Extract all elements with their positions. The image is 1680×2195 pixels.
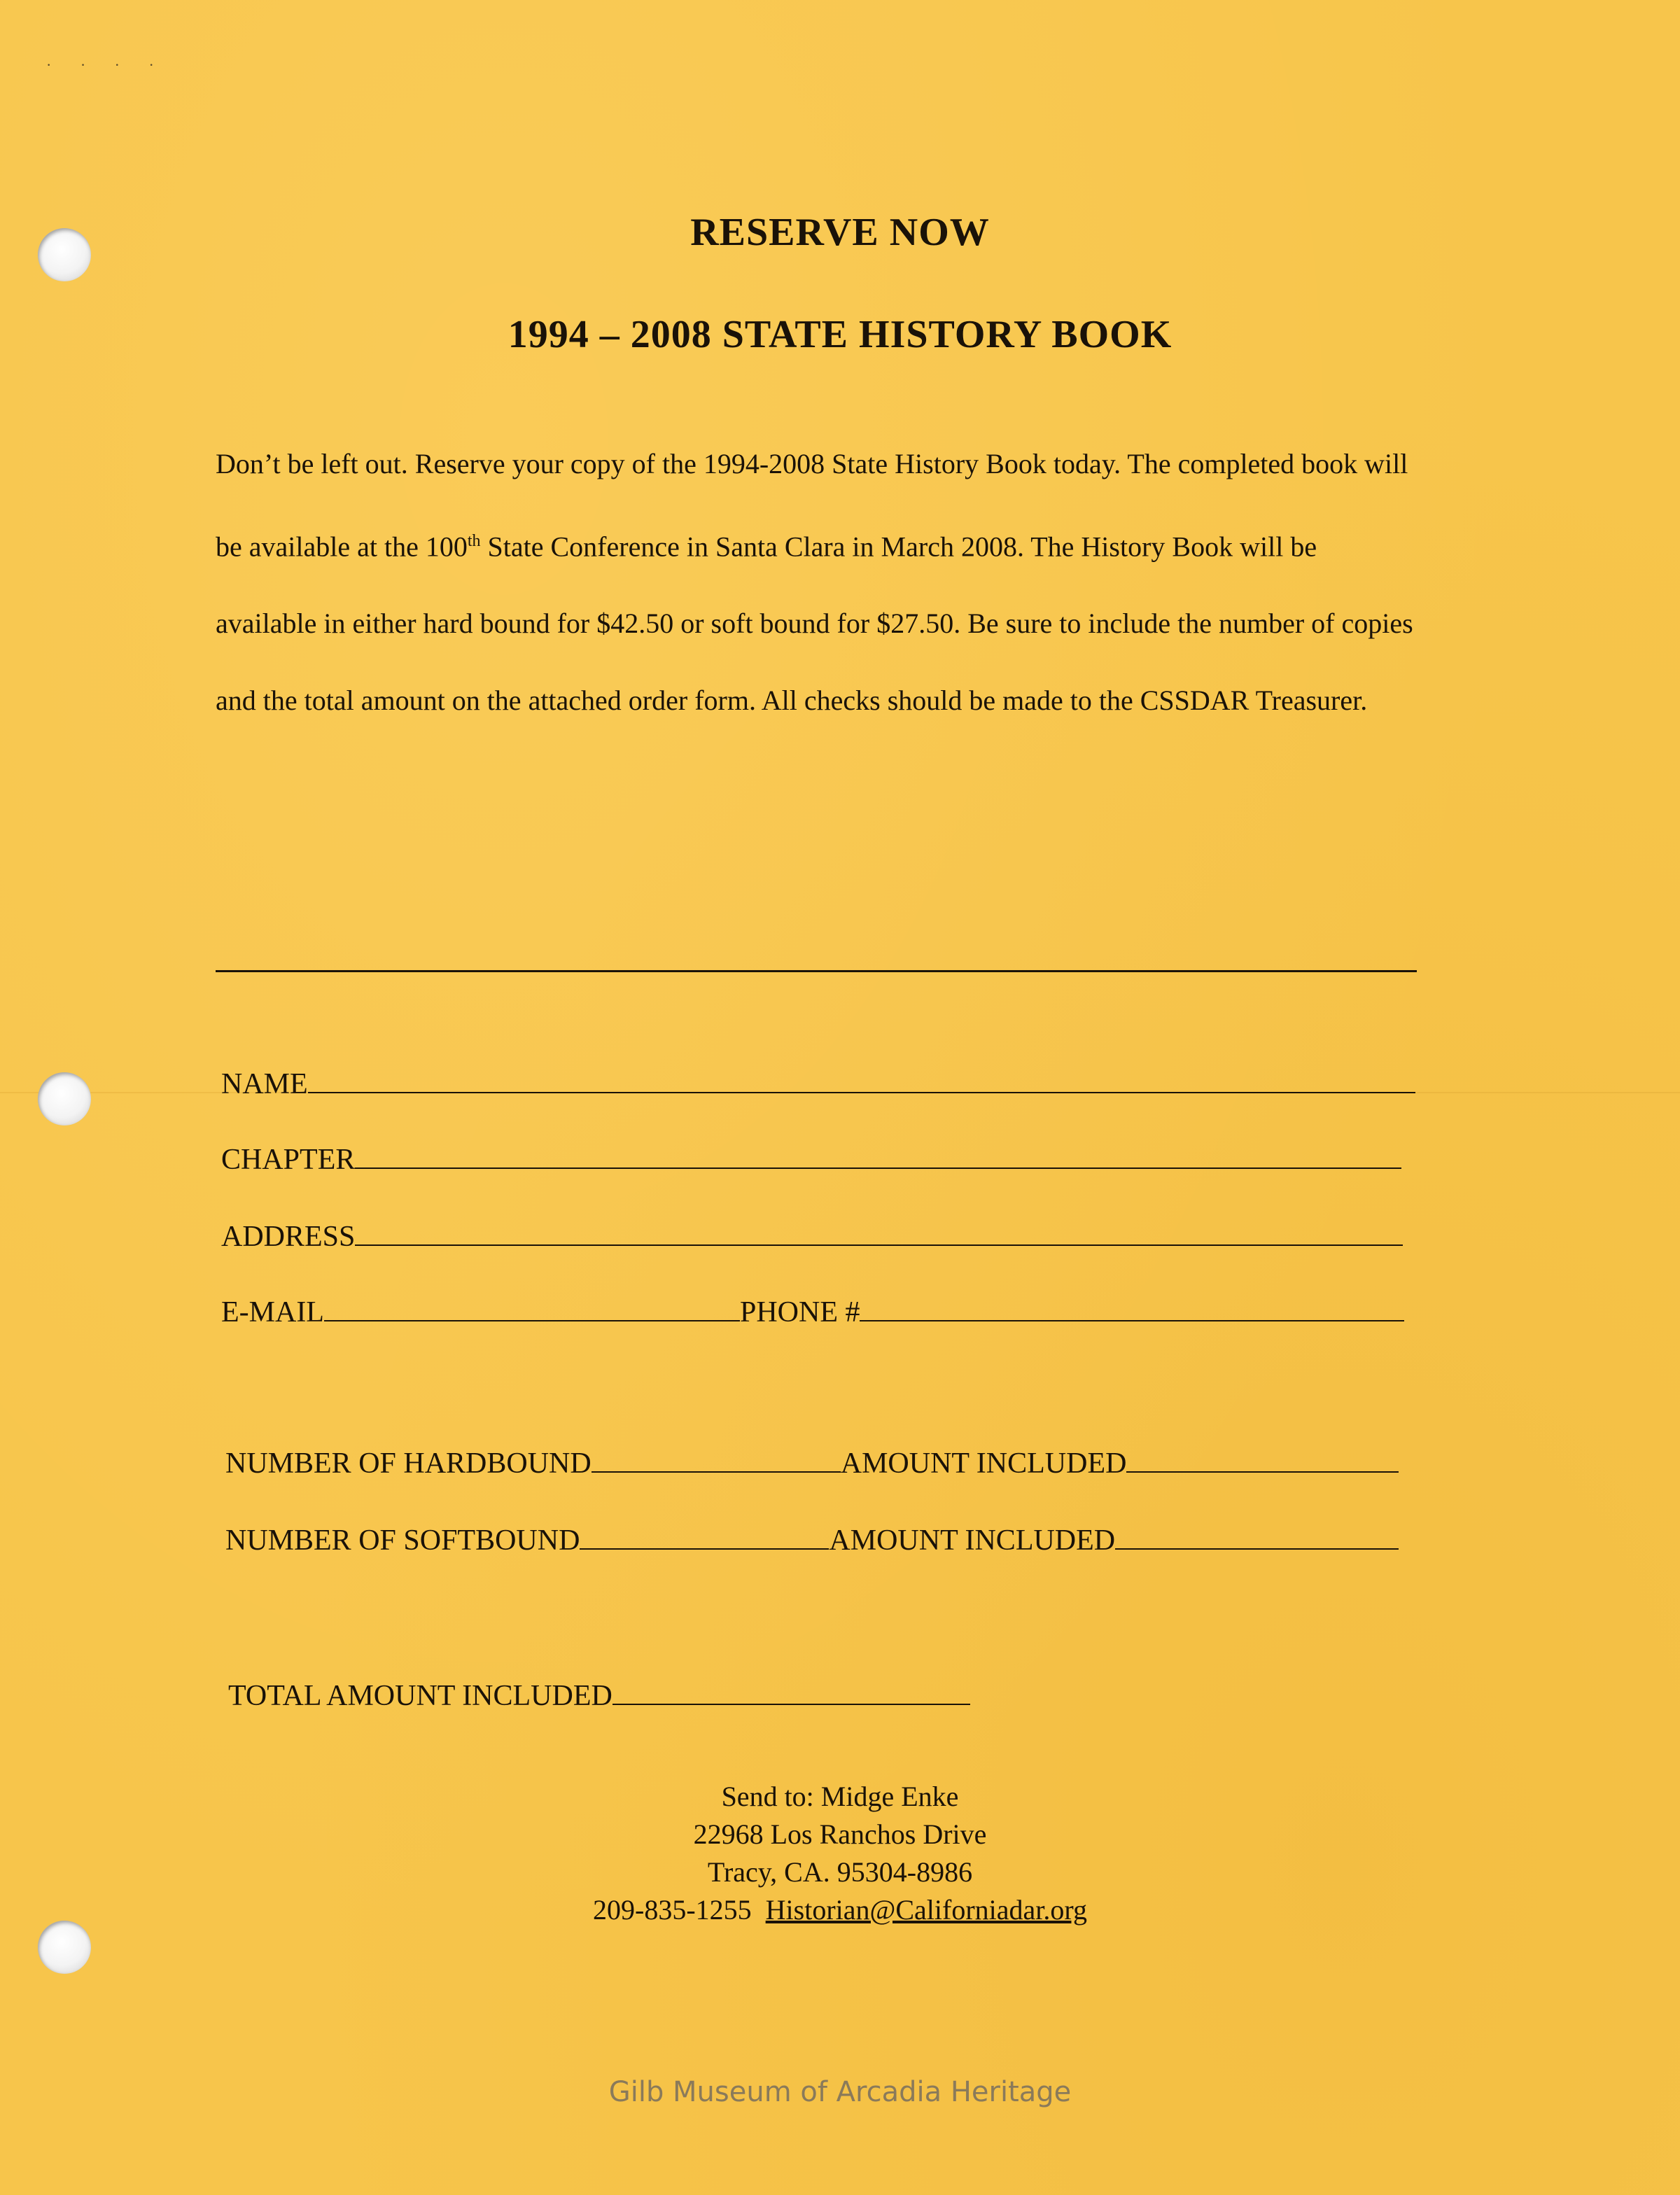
address-row bbox=[221, 1209, 1403, 1251]
page-subtitle: 1994 – 2008 STATE HISTORY BOOK bbox=[507, 313, 1172, 356]
name-field[interactable] bbox=[308, 1092, 1415, 1093]
hardbound-amount-field[interactable] bbox=[1126, 1471, 1399, 1473]
hardbound-count-field[interactable] bbox=[592, 1471, 841, 1473]
museum-watermark: Gilb Museum of Arcadia Heritage bbox=[608, 2076, 1072, 2108]
paper-specks: · · · · bbox=[46, 56, 167, 73]
total-row bbox=[228, 1669, 970, 1711]
punch-hole-middle bbox=[38, 1072, 91, 1125]
send-to-contact bbox=[0, 1891, 1680, 1929]
softbound-amount-field[interactable] bbox=[1115, 1548, 1399, 1550]
chapter-field[interactable] bbox=[355, 1167, 1401, 1169]
intro-text-part1: Don’t be left out. Reserve your copy of the 1994-2008 State History Book today. The completed book will be available at the 100 bbox=[216, 448, 1408, 563]
softbound-amount-label: AMOUNT INCLUDED bbox=[829, 1524, 1116, 1557]
send-to-name: Send to: Midge Enke bbox=[721, 1781, 959, 1812]
hardbound-amount-label: AMOUNT INCLUDED bbox=[840, 1447, 1127, 1480]
send-to-city: Tracy, CA. 95304-8986 bbox=[707, 1856, 973, 1888]
total-amount-field[interactable] bbox=[612, 1704, 970, 1705]
send-to-block bbox=[0, 1778, 1680, 1929]
email-label: E-MAIL bbox=[221, 1296, 324, 1328]
hardbound-row bbox=[225, 1436, 1399, 1478]
phone-field[interactable] bbox=[860, 1320, 1404, 1321]
total-label: TOTAL AMOUNT INCLUDED bbox=[228, 1680, 612, 1712]
softbound-label: NUMBER OF SOFTBOUND bbox=[225, 1524, 580, 1557]
address-field[interactable] bbox=[355, 1244, 1403, 1246]
address-label: ADDRESS bbox=[221, 1221, 356, 1253]
ordinal-superscript: th bbox=[467, 532, 481, 550]
email-field[interactable] bbox=[324, 1320, 740, 1321]
hardbound-label: NUMBER OF HARDBOUND bbox=[225, 1447, 592, 1480]
chapter-row bbox=[221, 1132, 1401, 1174]
phone-label: PHONE # bbox=[739, 1296, 860, 1328]
page-title: RESERVE NOW bbox=[690, 211, 990, 254]
softbound-row bbox=[225, 1513, 1399, 1555]
email-phone-row bbox=[221, 1285, 1404, 1327]
intro-paragraph bbox=[216, 426, 1420, 739]
send-to-street: 22968 Los Ranchos Drive bbox=[693, 1818, 987, 1850]
name-row bbox=[221, 1057, 1415, 1099]
chapter-label: CHAPTER bbox=[221, 1144, 356, 1176]
separator-rule bbox=[216, 970, 1417, 972]
intro-text-part2: State Conference in Santa Clara in March 2008. The History Book will be available in either hard bound for $42.50 or soft bound for $27.50. Be sure to include the number of copies and the total amount on the attached order form. All checks should be made to the CSSDAR Treasurer. bbox=[216, 531, 1413, 717]
send-to-email-link[interactable]: Historian@Californiadar.org bbox=[765, 1894, 1087, 1926]
softbound-count-field[interactable] bbox=[580, 1548, 829, 1550]
send-to-phone: 209-835-1255 bbox=[593, 1894, 752, 1926]
name-label: NAME bbox=[221, 1068, 308, 1100]
